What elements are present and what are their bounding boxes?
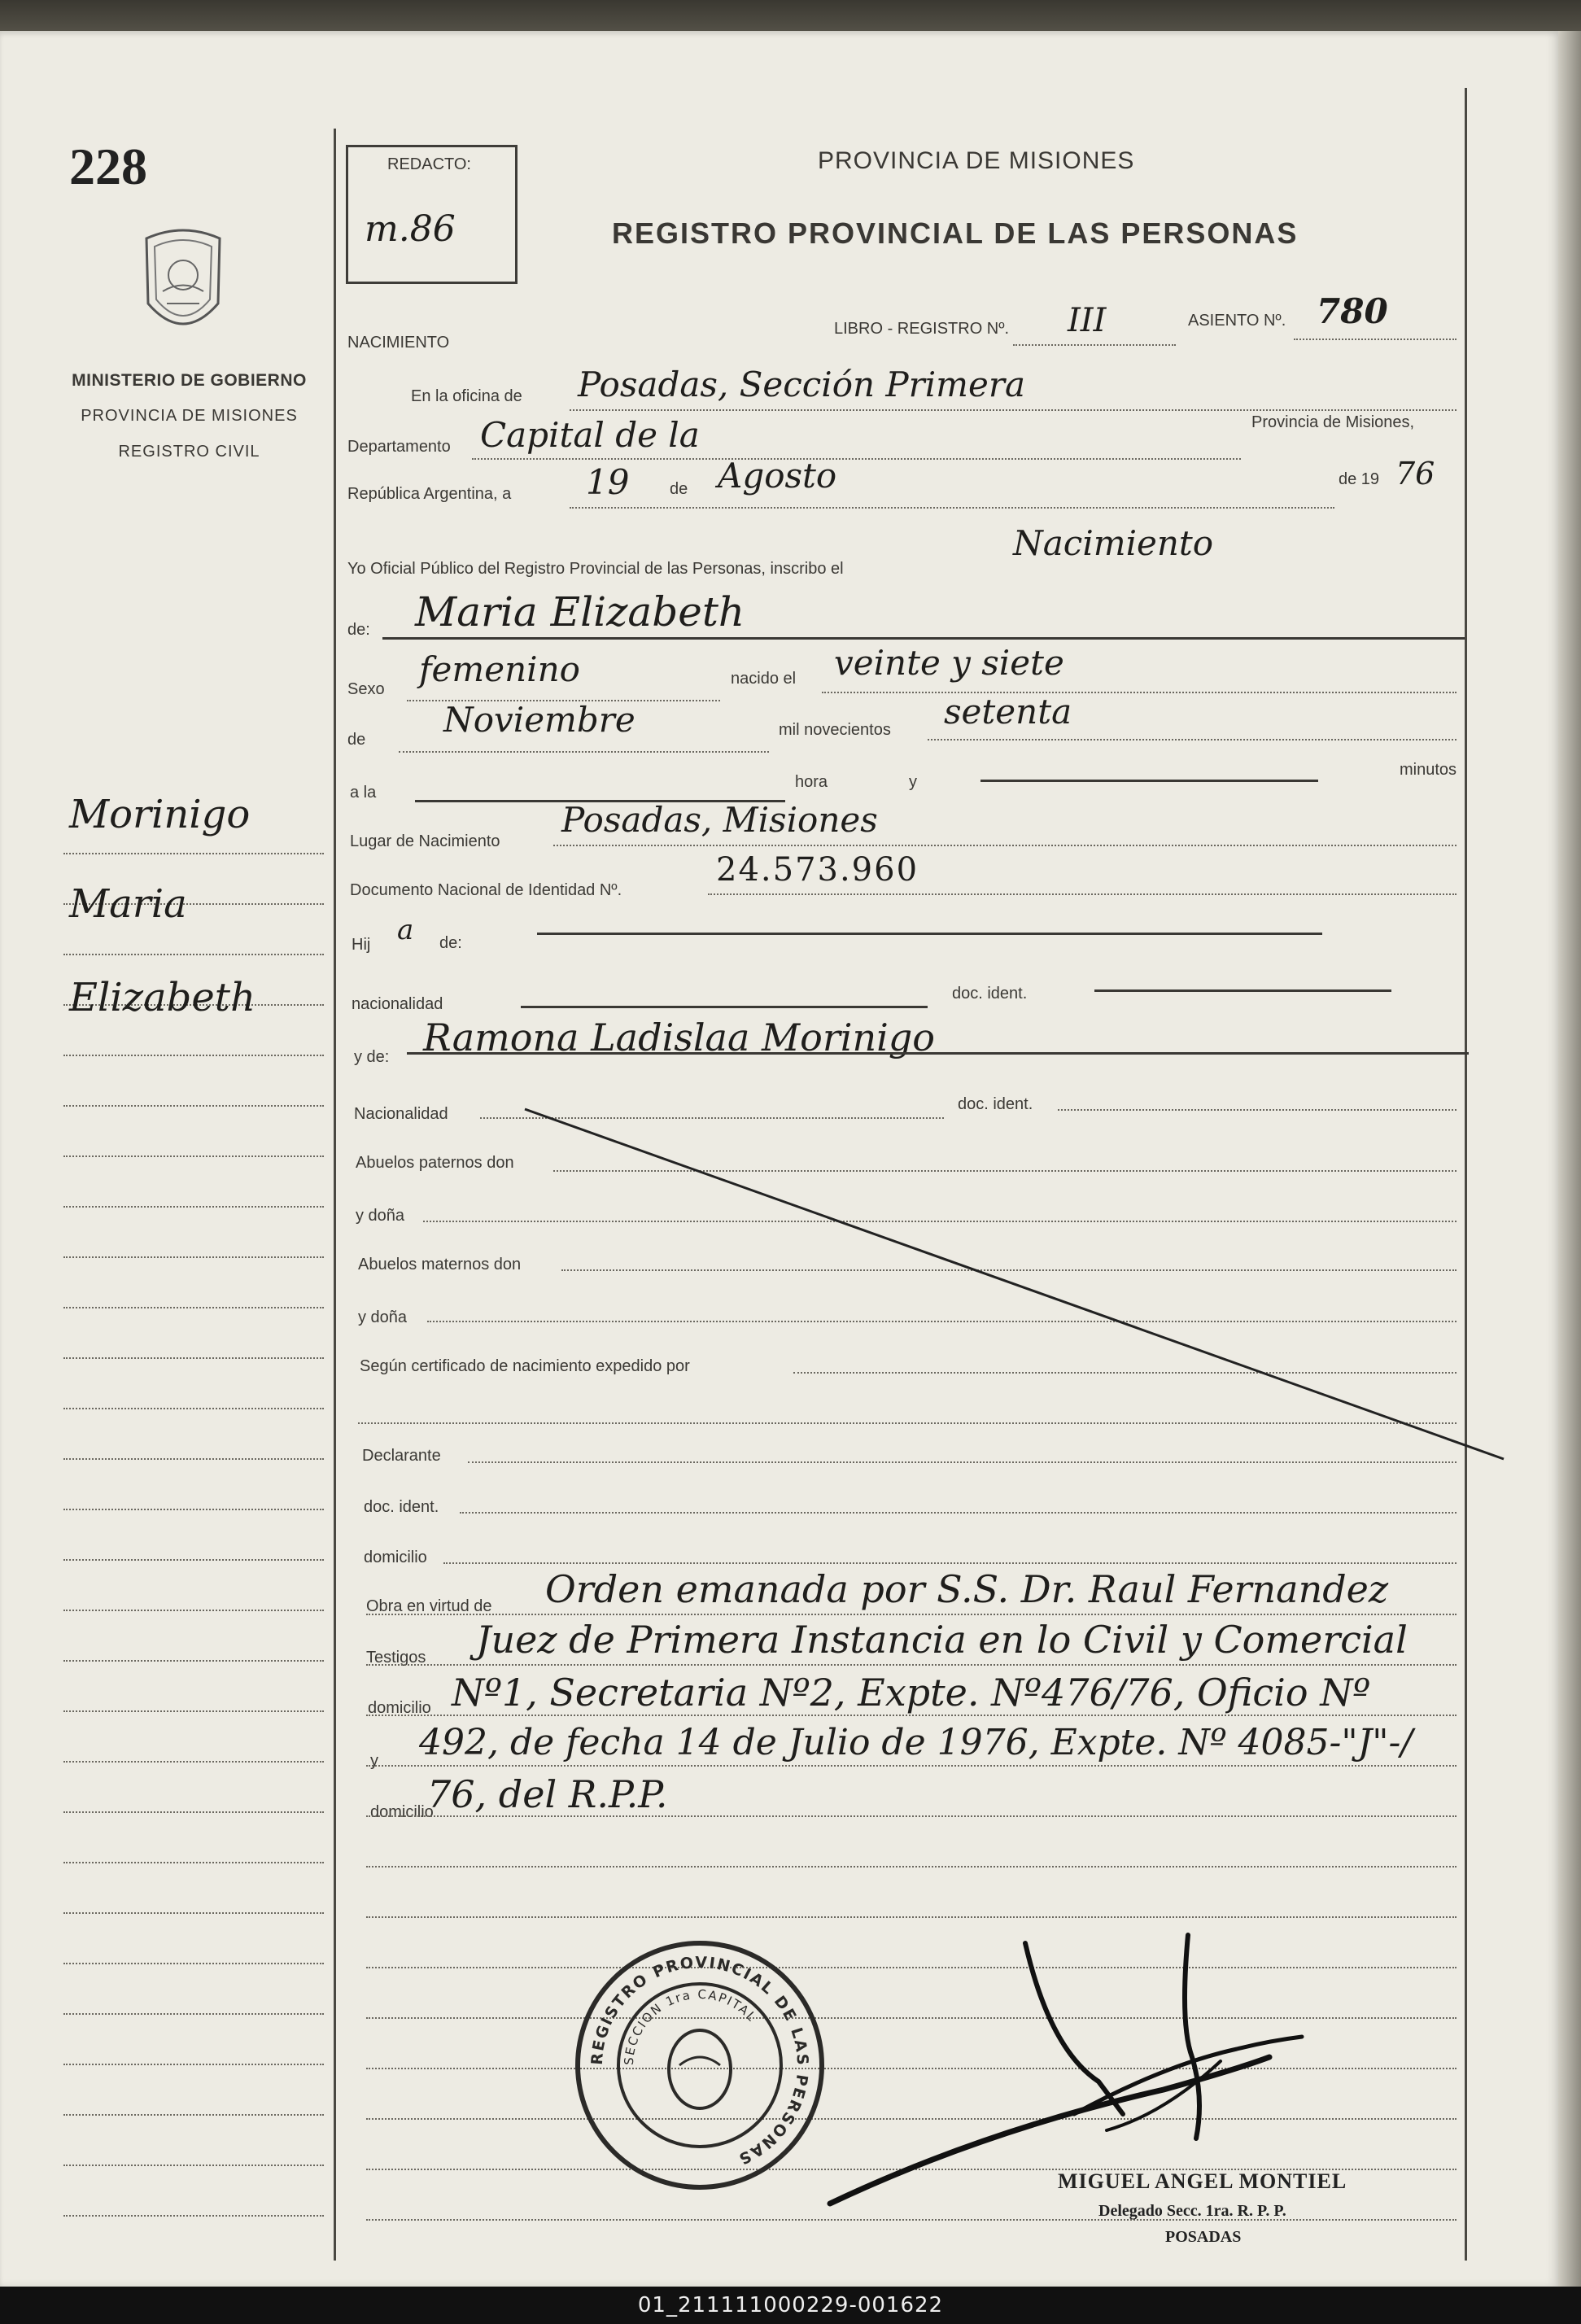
header-title: REGISTRO PROVINCIAL DE LAS PERSONAS xyxy=(612,216,1299,250)
mes-value: Agosto xyxy=(718,456,837,496)
observation-line-4: 492, de fecha 14 de Julio de 1976, Expte. Nº 4085-"J"-/ xyxy=(419,1722,1413,1763)
republica-label: República Argentina, a xyxy=(347,485,512,503)
page-edge xyxy=(1558,31,1581,2287)
margin-note-second-name: Elizabeth xyxy=(69,975,255,1020)
mil-label: mil novecientos xyxy=(779,721,891,739)
abuelos-pat-label: Abuelos paternos don xyxy=(356,1154,514,1172)
docident2-label: doc. ident. xyxy=(958,1095,1033,1113)
anio-label: de 19 xyxy=(1339,470,1380,488)
observation-line-1: Orden emanada por S.S. Dr. Raul Fernandez xyxy=(545,1567,1389,1611)
yo-oficial-label: Yo Oficial Público del Registro Provincial de las Personas, inscribo el xyxy=(347,560,844,578)
mes-nac-value: Noviembre xyxy=(443,700,635,740)
observation-ruled-line xyxy=(366,1765,1457,1767)
file-id: 01_211111000229-001622 xyxy=(637,2293,944,2317)
de-label: de xyxy=(670,480,688,498)
docident3-label: doc. ident. xyxy=(364,1498,439,1516)
libro-label: LIBRO - REGISTRO Nº. xyxy=(834,320,1010,338)
y-label2: y xyxy=(370,1752,378,1770)
departamento-label: Departamento xyxy=(347,438,451,456)
documento-label: Documento Nacional de Identidad Nº. xyxy=(350,881,622,899)
observation-ruled-line xyxy=(366,1614,1457,1615)
obra-label: Obra en virtud de xyxy=(366,1597,492,1615)
y-de-label: y de: xyxy=(354,1048,390,1066)
nacido-label: nacido el xyxy=(731,670,797,688)
seal-outer-text: REGISTRO PROVINCIAL DE LAS PERSONAS xyxy=(587,1953,812,2169)
asiento-label: ASIENTO Nº. xyxy=(1188,312,1286,330)
nombre-value: Maria Elizabeth xyxy=(415,588,745,636)
oficina-label: En la oficina de xyxy=(411,387,522,405)
sexo-value: femenino xyxy=(419,649,580,689)
nacionalidad1-label: nacionalidad xyxy=(352,995,443,1013)
page-number: 228 xyxy=(69,138,147,195)
libro-value: III xyxy=(1068,302,1107,339)
hij-label: Hij xyxy=(352,936,371,954)
observation-line-5: 76, del R.P.P. xyxy=(427,1772,668,1816)
redacto-value: m.86 xyxy=(365,208,456,250)
register-sheet xyxy=(0,31,1558,2287)
nacionalidad2-label: Nacionalidad xyxy=(354,1105,448,1123)
domicilio1-label: domicilio xyxy=(364,1549,427,1566)
redacto-label: REDACTO: xyxy=(387,155,471,173)
seal-inner-text: SECCION 1ra CAPITAL xyxy=(621,1986,760,2066)
a-la-label: a la xyxy=(350,784,377,802)
madre-value: Ramona Ladislaa Morinigo xyxy=(423,1016,935,1059)
lugar-value: Posadas, Misiones xyxy=(561,800,878,840)
dia-value: 19 xyxy=(586,462,630,502)
signatory-role: Delegado Secc. 1ra. R. P. P. xyxy=(1098,2202,1286,2220)
asiento-value: 780 xyxy=(1317,291,1388,331)
y-dona2-label: y doña xyxy=(358,1308,408,1326)
y-dona1-label: y doña xyxy=(356,1207,405,1225)
file-id-bar xyxy=(0,2287,1581,2324)
domicilio3-label: domicilio xyxy=(370,1803,434,1821)
documento-value: 24.573.960 xyxy=(716,851,919,889)
testigos-label: Testigos xyxy=(366,1649,426,1667)
observation-ruled-line xyxy=(366,1715,1457,1716)
domicilio2-label: domicilio xyxy=(368,1699,431,1717)
docident1-label: doc. ident. xyxy=(952,985,1028,1003)
ministry-office: REGISTRO CIVIL xyxy=(118,443,260,461)
mil-value: setenta xyxy=(944,692,1072,732)
svg-text:REGISTRO PROVINCIAL DE LAS PER xyxy=(588,1954,811,2169)
yo-oficial-value: Nacimiento xyxy=(1013,523,1214,563)
header-province: PROVINCIA DE MISIONES xyxy=(818,147,1135,174)
nacido-value: veinte y siete xyxy=(834,643,1064,683)
sexo-label: Sexo xyxy=(347,680,385,698)
abuelos-mat-label: Abuelos maternos don xyxy=(358,1256,522,1273)
hora-label: hora xyxy=(795,773,828,791)
oficina-value: Posadas, Sección Primera xyxy=(578,365,1025,404)
lugar-label: Lugar de Nacimiento xyxy=(350,832,500,850)
signatory-city: POSADAS xyxy=(1165,2228,1242,2246)
de-persona-label: de: xyxy=(347,621,370,639)
observation-line-2: Juez de Primera Instancia en lo Civil y Comercial xyxy=(476,1618,1408,1662)
signatory-name: MIGUEL ANGEL MONTIEL xyxy=(1058,2169,1347,2193)
ministry-province: PROVINCIA DE MISIONES xyxy=(81,407,298,425)
margin-note-surname: Morinigo xyxy=(69,792,251,837)
hij-value: a xyxy=(397,914,414,946)
margin-note-first-name: Maria xyxy=(69,881,187,927)
act-type-label: NACIMIENTO xyxy=(347,334,450,352)
de-mes-label: de xyxy=(347,731,366,749)
declarante-label: Declarante xyxy=(362,1447,441,1465)
hij-de-label: de: xyxy=(439,934,462,952)
y-label: y xyxy=(909,773,917,791)
provincia-label: Provincia de Misiones, xyxy=(1251,413,1415,431)
ministry-title: MINISTERIO DE GOBIERNO xyxy=(72,371,307,390)
departamento-value: Capital de la xyxy=(480,415,700,455)
minutos-label: minutos xyxy=(1400,761,1457,779)
segun-label: Según certificado de nacimiento expedido por xyxy=(360,1357,690,1375)
observation-line-3: Nº1, Secretaria Nº2, Expte. Nº476/76, Oficio Nº xyxy=(452,1671,1371,1715)
observation-ruled-line xyxy=(366,1916,1457,1918)
observation-ruled-line xyxy=(366,1866,1457,1868)
anio-value: 76 xyxy=(1395,456,1435,491)
observation-ruled-line xyxy=(366,1664,1457,1666)
observation-ruled-line xyxy=(366,1815,1457,1817)
svg-text:SECCION 1ra CAPITAL xyxy=(622,1987,760,2066)
